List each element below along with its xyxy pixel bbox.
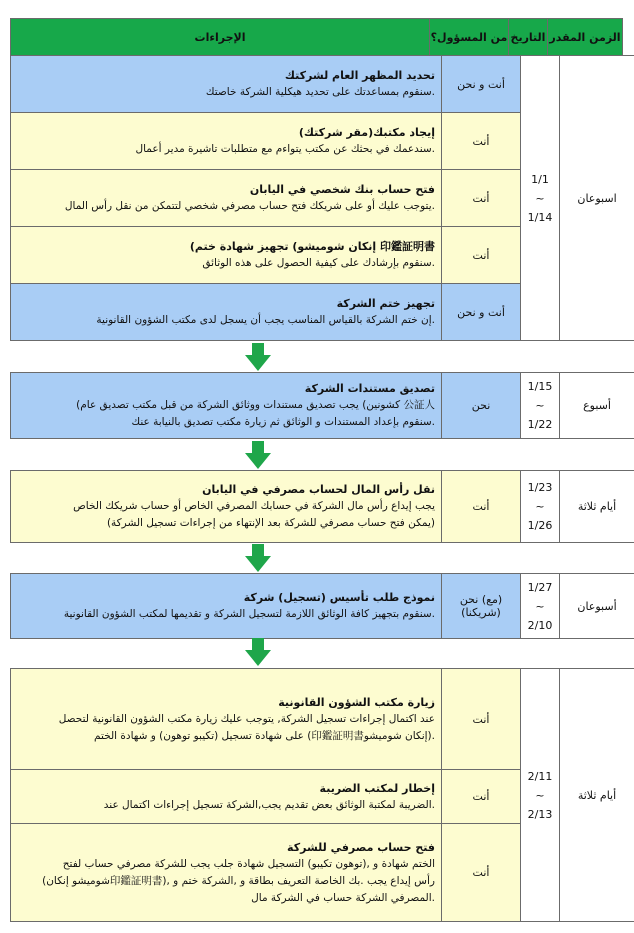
time-cell: أيام ثلاثة: [560, 471, 634, 543]
action-line: .سنقوم بمساعدتك على تحديد هيكلية الشركة خاصتك: [205, 86, 435, 98]
date-end: 2/10: [527, 618, 553, 632]
responsible-cell: أنت: [442, 824, 521, 922]
action-line: 公証人 كشونين) يجب تصديق مستندات ووثائق الشركة من قبل مكتب تصديق عام): [76, 399, 435, 411]
time-cell: أسبوعان: [560, 574, 634, 639]
responsible-cell: (مع) نحن (شريكنا): [442, 574, 521, 639]
action-title: نموذج طلب تأسيس (تسجيل) شركة: [243, 591, 435, 604]
date-cell: [521, 574, 560, 639]
section-4: [10, 668, 634, 922]
action-title: فتح حساب بنك شخصي في اليابان: [249, 183, 435, 196]
action-line: .(إنكان شوميشو印鑑証明書) على شهادة تسجيل (تكيبو توهون) و شهادة الختم: [94, 729, 435, 742]
date-tilde: ~: [535, 788, 545, 802]
date-tilde: ~: [535, 191, 545, 205]
action-line: .إن ختم الشركة بالقياس المناسب يجب أن يسجل لدى مكتب الشؤون القانونية: [96, 314, 435, 326]
date-tilde: ~: [535, 599, 545, 613]
section-3: [10, 573, 634, 639]
action-cell: [11, 574, 442, 639]
date-cell: [521, 471, 560, 543]
date-end: 1/26: [527, 519, 553, 532]
action-title: نقل رأس المال لحساب مصرفي في اليابان: [202, 483, 435, 496]
action-cell: [11, 373, 442, 439]
action-cell: [11, 824, 442, 922]
down-arrow-icon: [245, 343, 271, 371]
action-title: زيارة مكتب الشؤون القانونية: [278, 695, 435, 709]
action-cell: [11, 113, 442, 170]
date-start: 2/11: [527, 769, 553, 783]
responsible-cell: أنت و نحن: [442, 56, 521, 113]
header-responsible: من المسؤول؟: [430, 19, 509, 57]
date-cell: [521, 669, 560, 922]
header-actions: الإجراءات: [11, 19, 430, 57]
section-2: [10, 470, 634, 543]
date-cell: [521, 373, 560, 439]
action-line: .سنقوم بإرشادك على كيفية الحصول على هذه الوثائق: [202, 257, 435, 269]
responsible-cell: أنت: [442, 770, 521, 824]
down-arrow-icon: [245, 441, 271, 469]
responsible-cell: أنت: [442, 170, 521, 227]
action-line: الختم شهادة و ,(توهون تكيبو) التسجيل شهادة جلب يجب للشركة مصرفي حساب لفتح: [62, 857, 435, 870]
action-line: .يتوجب عليك أو على شريكك فتح حساب مصرفي شخصي لتتمكن من نقل رأس المال: [64, 200, 435, 212]
responsible-cell: أنت: [442, 227, 521, 284]
action-line: عند اكتمال إجراءات تسجيل الشركة, يتوجب عليك زيارة مكتب الشؤون القانونية لتحصل: [58, 712, 435, 725]
time-cell: اسبوعان: [560, 56, 634, 341]
action-line: (يمكن فتح حساب مصرفي للشركة بعد الإنتهاء من إجراءات تسجيل الشركة): [106, 517, 435, 529]
header-time: الزمن المقدر: [548, 19, 623, 57]
action-title: إيجاد مكتبك(مقر شركتك): [298, 126, 435, 139]
time-cell: أسبوع: [560, 373, 634, 439]
action-line: .سندعمك في بحثك عن مكتب يتواءم مع متطلبات تاشيرة مدير أعمال: [135, 143, 435, 155]
action-line: يجب إيداع رأس مال الشركة في حسابك المصرفي الخاص أو حساب شريكك الخاص: [73, 500, 435, 512]
timeline-header: [10, 18, 623, 57]
action-line: .المصرفي الشركة حساب في الشركة مال: [251, 891, 435, 904]
date-start: 1/15: [527, 380, 553, 393]
responsible-cell: أنت و نحن: [442, 284, 521, 341]
action-cell: [11, 56, 442, 113]
date-end: 1/22: [527, 418, 553, 431]
action-title: تصديق مستندات الشركة: [304, 382, 435, 395]
section-0: [10, 55, 634, 341]
action-line: رأس إيداع يجب .بك الخاصة التعريف بطاقة و ,الشركة ختم و ,(印鑑証明書شوميشو إنكان): [42, 874, 435, 887]
action-title: 印鑑証明書 إنكان شوميشو) تجهيز شهادة ختم): [189, 240, 435, 253]
down-arrow-icon: [245, 544, 271, 572]
responsible-cell: أنت: [442, 113, 521, 170]
responsible-cell: نحن: [442, 373, 521, 439]
date-start: 1/1: [531, 172, 549, 186]
date-end: 1/14: [527, 210, 553, 224]
action-line: .سنقوم بإعداد المستندات و الوثائق ثم زيارة مكتب تصديق بالنيابة عنك: [131, 416, 435, 428]
action-line: .سنقوم بتجهيز كافة الوثائق اللازمة لتسجيل الشركة و تقديمها لمكتب الشؤون القانونية: [63, 608, 435, 620]
date-start: 1/27: [527, 580, 553, 594]
action-title: فتح حساب مصرفي للشركة: [287, 840, 435, 854]
action-cell: [11, 284, 442, 341]
action-line: .الضريبة لمكتبة الوثائق بعض تقديم يجب,الشركة تسجيل إجراءات اكتمال عند: [103, 798, 435, 811]
action-cell: [11, 471, 442, 543]
action-cell: [11, 227, 442, 284]
action-title: تحديد المظهر العام لشركتك: [284, 69, 435, 82]
responsible-cell: أنت: [442, 471, 521, 543]
time-cell: أيام ثلاثة: [560, 669, 634, 922]
responsible-cell: أنت: [442, 669, 521, 770]
section-1: [10, 372, 634, 439]
down-arrow-icon: [245, 638, 271, 666]
action-cell: [11, 770, 442, 824]
header-date: التاريخ: [509, 19, 548, 57]
date-cell: [521, 56, 560, 341]
date-tilde: ~: [535, 399, 545, 412]
action-cell: [11, 170, 442, 227]
action-cell: [11, 669, 442, 770]
date-tilde: ~: [535, 500, 545, 513]
action-title: إخطار لمكتب الضريبة: [319, 781, 435, 795]
date-start: 1/23: [527, 481, 553, 494]
action-title: تجهيز ختم الشركة: [336, 297, 435, 310]
date-end: 2/13: [527, 807, 553, 821]
